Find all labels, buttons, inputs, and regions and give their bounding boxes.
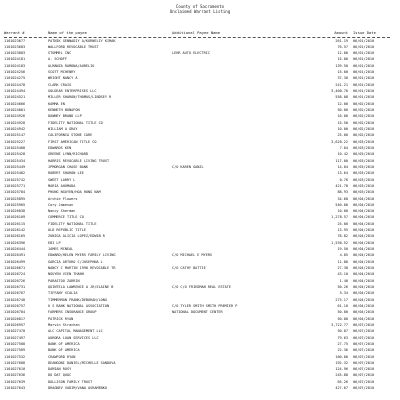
table-row bbox=[0, 133, 400, 138]
warrant-number: 1101025895 bbox=[4, 196, 26, 201]
table-row bbox=[0, 348, 400, 353]
table-row bbox=[0, 165, 400, 170]
table-row bbox=[0, 114, 400, 119]
warrant-number: 1101027639 bbox=[4, 379, 26, 384]
issue-date: 06/04/2010 bbox=[353, 259, 375, 264]
issue-date: 06/03/2010 bbox=[353, 190, 375, 195]
additional-payee-name: C/O MICHAEL E MYERS bbox=[172, 253, 213, 258]
issue-date: 06/07/2010 bbox=[353, 322, 375, 327]
warrant-amount: 261.19 bbox=[335, 38, 348, 43]
payee-name: DO DAT QUOC bbox=[48, 373, 72, 378]
warrant-amount: 25.00 bbox=[337, 221, 348, 226]
warrant-number: 1101024478 bbox=[4, 82, 26, 87]
issue-date: 06/07/2010 bbox=[353, 341, 375, 346]
additional-payee-name: NATIONAL DOCUMENT CENTER bbox=[172, 310, 223, 315]
table-row bbox=[0, 222, 400, 227]
warrant-number: 1101025147 bbox=[4, 133, 26, 138]
issue-date: 06/01/2010 bbox=[353, 57, 375, 62]
issue-date: 06/03/2010 bbox=[353, 158, 375, 163]
additional-payee-name: C/O CATHY BATTIE bbox=[172, 266, 206, 271]
payee-name: DOLLISON FAMILY TRUST bbox=[48, 379, 93, 384]
issue-date: 06/04/2010 bbox=[353, 228, 375, 233]
warrant-amount: 61.10 bbox=[337, 303, 348, 308]
table-row bbox=[0, 298, 400, 303]
payee-name: NANCY C MARTIN 1990 REVOCABLE TR bbox=[48, 266, 116, 271]
table-row bbox=[0, 190, 400, 195]
warrant-amount: 3,628.22 bbox=[331, 139, 348, 144]
payee-name: PATRICK RYAN bbox=[48, 316, 74, 321]
issue-date: 06/07/2010 bbox=[353, 360, 375, 365]
table-row bbox=[0, 95, 400, 100]
payee-name: SWEET LARRY L bbox=[48, 177, 76, 182]
warrant-amount: 11.80 bbox=[337, 259, 348, 264]
warrant-number: 1101026671 bbox=[4, 266, 26, 271]
issue-date: 06/04/2010 bbox=[353, 272, 375, 277]
payee-name: TIFFANY SCALIA bbox=[48, 291, 78, 296]
payee-name: Nancy Sherman bbox=[48, 209, 76, 214]
table-row bbox=[0, 342, 400, 347]
table-row bbox=[0, 386, 400, 391]
payee-name: STOMMEL INC bbox=[48, 51, 72, 56]
table-row bbox=[0, 64, 400, 69]
payee-name: TIMMERMAN FRANK/DEBORAH/LONG bbox=[48, 297, 108, 302]
warrant-number: 1101026396 bbox=[4, 240, 26, 245]
issue-date: 06/04/2010 bbox=[353, 240, 375, 245]
warrant-amount: 10.00 bbox=[337, 209, 348, 214]
warrant-amount: 5.34 bbox=[339, 291, 348, 296]
issue-date: 06/07/2010 bbox=[353, 354, 375, 359]
warrant-amount: 79.63 bbox=[337, 335, 348, 340]
issue-date: 06/04/2010 bbox=[353, 303, 375, 308]
payee-name: QUINTELA LAWRENCE A JR/ELAINE B bbox=[48, 284, 114, 289]
table-row bbox=[0, 57, 400, 62]
payee-name: JPMORGAN CHASE BANK bbox=[48, 164, 89, 169]
warrant-amount: 3,400.70 bbox=[331, 89, 348, 94]
warrant-number: 1101024494 bbox=[4, 89, 26, 94]
table-row bbox=[0, 272, 400, 277]
warrant-number: 1101024275 bbox=[4, 76, 26, 81]
column-header-amount: Amount bbox=[334, 30, 348, 35]
warrant-number: 1101026724 bbox=[4, 272, 26, 277]
payee-name: COMMERCE TITLE CO bbox=[48, 215, 84, 220]
payee-name: MILLER SHARON/THOMAS/LINDSEY R bbox=[48, 95, 112, 100]
payee-name: DOWNEY BRAND LLP bbox=[48, 114, 82, 119]
warrant-number: 1101026444 bbox=[4, 247, 26, 252]
issue-date: 06/01/2010 bbox=[353, 44, 375, 49]
payee-name: HARRIS REVOCABLE LIVING TRUST bbox=[48, 158, 110, 163]
payee-name: BANK OF AMERICA bbox=[48, 341, 80, 346]
warrant-amount: 22.36 bbox=[337, 348, 348, 353]
warrant-amount: 65.26 bbox=[337, 379, 348, 384]
warrant-number: 1101027636 bbox=[4, 373, 26, 378]
table-row bbox=[0, 304, 400, 309]
payee-name: DRAGNEV VADIM/VANA AVRAMENKO bbox=[48, 386, 108, 391]
issue-date: 06/07/2010 bbox=[353, 379, 375, 384]
table-row bbox=[0, 317, 400, 322]
warrant-number: 1101026767 bbox=[4, 291, 26, 296]
warrant-amount: 27.75 bbox=[337, 341, 348, 346]
table-row bbox=[0, 121, 400, 126]
warrant-amount: 3,722.77 bbox=[331, 322, 348, 327]
warrant-amount: 78.82 bbox=[337, 234, 348, 239]
payee-name: AURORA LOAN SERVICES LLC bbox=[48, 335, 99, 340]
payee-name: Archie Flowers bbox=[48, 196, 78, 201]
payee-name: U S BANK NATIONAL ASSOCIATION bbox=[48, 303, 110, 308]
warrant-number: 1101026784 bbox=[4, 310, 26, 315]
table-row bbox=[0, 215, 400, 220]
warrant-number: 1101024521 bbox=[4, 95, 26, 100]
warrant-number: 1101026817 bbox=[4, 316, 26, 321]
payee-name: JAMES MCNEAL bbox=[48, 247, 74, 252]
warrant-amount: 50.00 bbox=[337, 108, 348, 113]
table-row bbox=[0, 140, 400, 145]
table-row bbox=[0, 178, 400, 183]
warrant-number: 1101026109 bbox=[4, 215, 26, 220]
warrant-number: 1101026038 bbox=[4, 209, 26, 214]
table-row bbox=[0, 367, 400, 372]
warrant-number: 1101023683 bbox=[4, 44, 26, 49]
table-row bbox=[0, 234, 400, 239]
warrant-number: 1101026757 bbox=[4, 303, 26, 308]
payee-name: EDWARDS KEN bbox=[48, 145, 72, 150]
table-row bbox=[0, 184, 400, 189]
warrant-amount: 25.00 bbox=[337, 133, 348, 138]
issue-date: 06/01/2010 bbox=[353, 89, 375, 94]
warrant-number: 1101026142 bbox=[4, 228, 26, 233]
payee-name: ROBERT SHARON LEE bbox=[48, 171, 84, 176]
warrant-number: 1101024926 bbox=[4, 114, 26, 119]
payee-name: Cory Jameson bbox=[48, 202, 74, 207]
table-row bbox=[0, 209, 400, 214]
issue-date: 06/02/2010 bbox=[353, 120, 375, 125]
warrant-number: 1101026731 bbox=[4, 284, 26, 289]
table-row bbox=[0, 146, 400, 151]
warrant-amount: 50.00 bbox=[337, 316, 348, 321]
warrant-amount: 15.00 bbox=[337, 57, 348, 62]
payee-name: BANK OF AMERICA bbox=[48, 348, 80, 353]
warrant-number: 1101026957 bbox=[4, 322, 26, 327]
warrant-number: 1101025771 bbox=[4, 183, 26, 188]
table-row bbox=[0, 159, 400, 164]
warrant-number: 1101024666 bbox=[4, 101, 26, 106]
warrant-amount: 19.50 bbox=[337, 247, 348, 252]
warrant-amount: 12.00 bbox=[337, 51, 348, 56]
warrant-number: 1101027470 bbox=[4, 329, 26, 334]
payee-name: SCOTT MCHENRY bbox=[48, 70, 76, 75]
table-row bbox=[0, 241, 400, 246]
issue-date: 06/04/2010 bbox=[353, 209, 375, 214]
warrant-number: 1101025905 bbox=[4, 202, 26, 207]
table-row bbox=[0, 76, 400, 81]
table-row bbox=[0, 329, 400, 334]
payee-name: EBI LP bbox=[48, 240, 61, 245]
warrant-amount: 427.67 bbox=[335, 386, 348, 391]
payee-name: PHUNG NGUYEN/HOA HONG NAM bbox=[48, 190, 101, 195]
table-row bbox=[0, 260, 400, 265]
payee-name: OLD REPUBLIC TITLE bbox=[48, 228, 86, 233]
issue-date: 06/03/2010 bbox=[353, 164, 375, 169]
additional-payee-name: C/O KAREN GANZL bbox=[172, 164, 204, 169]
table-row bbox=[0, 266, 400, 271]
warrant-amount: 540.00 bbox=[335, 202, 348, 207]
warrant-amount: 16.00 bbox=[337, 114, 348, 119]
warrant-amount: 50.87 bbox=[337, 329, 348, 334]
table-row bbox=[0, 253, 400, 258]
warrant-amount: 117.00 bbox=[335, 158, 348, 163]
table-row bbox=[0, 203, 400, 208]
additional-payee-name: LEHR AUTO ELECTRIC bbox=[172, 51, 210, 56]
issue-date: 06/04/2010 bbox=[353, 234, 375, 239]
warrant-amount: 50.00 bbox=[337, 310, 348, 315]
warrant-number: 1101025449 bbox=[4, 164, 26, 169]
payee-name: MARIA AHUMADA bbox=[48, 183, 76, 188]
table-row bbox=[0, 336, 400, 341]
additional-payee-name: C/O C/O FRIEDMAN REAL ESTATE bbox=[172, 284, 232, 289]
warrant-number: 1101025784 bbox=[4, 190, 26, 195]
issue-date: 06/07/2010 bbox=[353, 373, 375, 378]
issue-date: 06/04/2010 bbox=[353, 221, 375, 226]
warrant-number: 1101027508 bbox=[4, 341, 26, 346]
warrant-number: 1101025742 bbox=[4, 177, 26, 182]
issue-date: 06/01/2010 bbox=[353, 38, 375, 43]
issue-date: 06/04/2010 bbox=[353, 278, 375, 283]
table-row bbox=[0, 89, 400, 94]
payee-name: PATNIK GENNADIY A/KORNELIY KIMAK bbox=[48, 38, 116, 43]
warrant-amount: 160.00 bbox=[335, 354, 348, 359]
issue-date: 06/03/2010 bbox=[353, 177, 375, 182]
table-row bbox=[0, 355, 400, 360]
table-row bbox=[0, 361, 400, 366]
warrant-amount: 27.38 bbox=[337, 266, 348, 271]
issue-date: 06/04/2010 bbox=[353, 215, 375, 220]
warrant-amount: 43.10 bbox=[337, 272, 348, 277]
issue-date: 06/01/2010 bbox=[353, 95, 375, 100]
issue-date: 06/03/2010 bbox=[353, 152, 375, 157]
issue-date: 06/02/2010 bbox=[353, 114, 375, 119]
issue-date: 06/02/2010 bbox=[353, 126, 375, 131]
column-header-issue-date: Issue Date bbox=[353, 30, 376, 35]
warrant-number: 1101025434 bbox=[4, 158, 26, 163]
table-row bbox=[0, 51, 400, 56]
table-row bbox=[0, 228, 400, 233]
warrant-amount: 12.00 bbox=[337, 101, 348, 106]
warrant-number: 1101027497 bbox=[4, 335, 26, 340]
issue-date: 06/07/2010 bbox=[353, 348, 375, 353]
payee-name: WRIGHT NANCY A bbox=[48, 76, 78, 81]
warrant-amount: 34.68 bbox=[337, 196, 348, 201]
issue-date: 06/04/2010 bbox=[353, 316, 375, 321]
payee-name: KENNETH BONAFON bbox=[48, 108, 80, 113]
warrant-number: 1101025482 bbox=[4, 171, 26, 176]
warrant-amount: 7.04 bbox=[339, 145, 348, 150]
payee-name: FIDELITY NATIONAL TITLE bbox=[48, 221, 97, 226]
payee-name: WILLIAM A GRAY bbox=[48, 126, 78, 131]
issue-date: 06/03/2010 bbox=[353, 171, 375, 176]
warrant-number: 1101023883 bbox=[4, 51, 26, 56]
table-row bbox=[0, 127, 400, 132]
warrant-number: 1101024256 bbox=[4, 70, 26, 75]
warrant-amount: 421.78 bbox=[335, 183, 348, 188]
table-row bbox=[0, 373, 400, 378]
issue-date: 06/04/2010 bbox=[353, 202, 375, 207]
warrant-number: 1101027532 bbox=[4, 354, 26, 359]
warrant-number: 1101027509 bbox=[4, 348, 26, 353]
warrant-number: 1101024928 bbox=[4, 120, 26, 125]
warrant-number: 1101026499 bbox=[4, 259, 26, 264]
warrant-amount: 245.88 bbox=[335, 373, 348, 378]
payee-name: FIRST AMERICAN TITLE CO bbox=[48, 139, 97, 144]
issue-date: 06/04/2010 bbox=[353, 266, 375, 271]
payee-name: GARCIA ARTURO C/JOSEPHNA L bbox=[48, 259, 103, 264]
warrant-amount: 13.95 bbox=[337, 228, 348, 233]
table-row bbox=[0, 291, 400, 296]
payee-name: GOLDEAR ENTERPRISES LLC bbox=[48, 89, 97, 94]
column-header-additional-payee: Additional Payee Name bbox=[172, 30, 221, 35]
payee-name: DAMIAN RUSY bbox=[48, 367, 72, 372]
table-row bbox=[0, 171, 400, 176]
warrant-number: 1101024181 bbox=[4, 57, 26, 62]
table-row bbox=[0, 152, 400, 157]
warrant-number: 1101025227 bbox=[4, 139, 26, 144]
issue-date: 06/01/2010 bbox=[353, 51, 375, 56]
column-header-payee: Name of the payee bbox=[48, 30, 87, 35]
table-row bbox=[0, 285, 400, 290]
warrant-amount: 558.08 bbox=[335, 95, 348, 100]
warrant-amount: 15.50 bbox=[337, 120, 348, 125]
issue-date: 06/01/2010 bbox=[353, 76, 375, 81]
issue-date: 06/03/2010 bbox=[353, 145, 375, 150]
warrant-amount: 4.85 bbox=[339, 253, 348, 258]
table-row bbox=[0, 102, 400, 107]
issue-date: 06/04/2010 bbox=[353, 284, 375, 289]
payee-name: KAMMA EN bbox=[48, 101, 65, 106]
payee-name: PARASTOO ZARRIN bbox=[48, 278, 80, 283]
warrant-number: 1101026748 bbox=[4, 297, 26, 302]
warrant-number: 1101024801 bbox=[4, 108, 26, 113]
payee-name: WALLFORD REVOCABLE TRUST bbox=[48, 44, 99, 49]
payee-name: A. SCHOFF bbox=[48, 57, 67, 62]
warrant-amount: 241.21 bbox=[335, 82, 348, 87]
payee-name: FIDELITY NATIONAL TITLE CO bbox=[48, 120, 103, 125]
payee-name: FARMERS INSURANCE GROUP bbox=[48, 310, 97, 315]
warrant-amount: 1.40 bbox=[339, 278, 348, 283]
issue-date: 06/04/2010 bbox=[353, 291, 375, 296]
warrant-number: 1101027643 bbox=[4, 386, 26, 391]
warrant-number: 1101027608 bbox=[4, 360, 26, 365]
table-row bbox=[0, 197, 400, 202]
table-row bbox=[0, 380, 400, 385]
warrant-amount: 273.17 bbox=[335, 297, 348, 302]
issue-date: 06/04/2010 bbox=[353, 297, 375, 302]
warrant-amount: 0.76 bbox=[339, 177, 348, 182]
table-row bbox=[0, 247, 400, 252]
column-header-warrant: Warrant # bbox=[4, 30, 25, 35]
warrant-amount: 14.04 bbox=[337, 164, 348, 169]
issue-date: 06/07/2010 bbox=[353, 386, 375, 391]
issue-date: 06/04/2010 bbox=[353, 310, 375, 315]
issue-date: 06/07/2010 bbox=[353, 329, 375, 334]
warrant-amount: 1,278.57 bbox=[331, 215, 348, 220]
issue-date: 06/01/2010 bbox=[353, 70, 375, 75]
payee-name: ZUNIGA ALICIA LOPEZ/EDWIN R bbox=[48, 234, 105, 239]
warrant-amount: 1,536.52 bbox=[331, 240, 348, 245]
warrant-amount: 88.93 bbox=[337, 190, 348, 195]
issue-date: 06/01/2010 bbox=[353, 82, 375, 87]
payee-name: Marvin Strachan bbox=[48, 322, 80, 327]
payee-name: NGUYEN VIEN THANH bbox=[48, 272, 84, 277]
payee-name: ALMANZA RAMONA/AURELIO bbox=[48, 63, 95, 68]
warrant-amount: 13.64 bbox=[337, 171, 348, 176]
warrant-number: 1101023677 bbox=[4, 38, 26, 43]
warrant-amount: 76.57 bbox=[337, 44, 348, 49]
warrant-amount: 50.26 bbox=[337, 284, 348, 289]
table-row bbox=[0, 39, 400, 44]
table-row bbox=[0, 45, 400, 50]
issue-date: 06/07/2010 bbox=[353, 335, 375, 340]
additional-payee-name: C/O TYLER SMITH SMITH PREMIER P bbox=[172, 303, 238, 308]
payee-name: CRAWFORD RYAN bbox=[48, 354, 76, 359]
issue-date: 06/03/2010 bbox=[353, 139, 375, 144]
payee-name: CALIFORNIA STONE CARE bbox=[48, 133, 93, 138]
warrant-amount: 124.96 bbox=[335, 367, 348, 372]
table-row bbox=[0, 310, 400, 315]
issue-date: 06/02/2010 bbox=[353, 101, 375, 106]
payee-name: ALC CAPITAL MANAGEMENT LLC bbox=[48, 329, 103, 334]
warrant-number: 1101026165 bbox=[4, 234, 26, 239]
warrant-amount: 192.32 bbox=[335, 360, 348, 365]
payee-name: DEANGONI DANIEL/MICHELLE SANDOVA bbox=[48, 360, 116, 365]
table-row bbox=[0, 83, 400, 88]
warrant-number: 1101026491 bbox=[4, 253, 26, 258]
warrant-amount: 15.00 bbox=[337, 70, 348, 75]
warrant-amount: 10.42 bbox=[337, 152, 348, 157]
warrant-number: 1101026726 bbox=[4, 278, 26, 283]
issue-date: 06/07/2010 bbox=[353, 367, 375, 372]
table-row bbox=[0, 279, 400, 284]
warrant-amount: 10.00 bbox=[337, 126, 348, 131]
report-subtitle: Unclaimed Warrant Listing bbox=[169, 9, 231, 14]
payee-name: CLARK CRAIG bbox=[48, 82, 72, 87]
issue-date: 06/04/2010 bbox=[353, 253, 375, 258]
issue-date: 06/03/2010 bbox=[353, 183, 375, 188]
report-title: County of Sacramento bbox=[175, 4, 225, 9]
warrant-amount: 139.50 bbox=[335, 63, 348, 68]
header-divider bbox=[4, 37, 390, 38]
warrant-amount: 37.30 bbox=[337, 76, 348, 81]
warrant-number: 1101024942 bbox=[4, 126, 26, 131]
warrant-number: 1101025408 bbox=[4, 145, 26, 150]
payee-name: EDWARD/HELEN MYERS FAMILY LIVING bbox=[48, 253, 116, 258]
payee-name: GREENE LYNN/RICHARD bbox=[48, 152, 89, 157]
warrant-number: 1101027610 bbox=[4, 367, 26, 372]
issue-date: 06/04/2010 bbox=[353, 196, 375, 201]
issue-date: 06/01/2010 bbox=[353, 63, 375, 68]
table-row bbox=[0, 323, 400, 328]
warrant-number: 1101026115 bbox=[4, 221, 26, 226]
table-row bbox=[0, 70, 400, 75]
issue-date: 06/04/2010 bbox=[353, 247, 375, 252]
issue-date: 06/02/2010 bbox=[353, 133, 375, 138]
warrant-number: 1101024183 bbox=[4, 63, 26, 68]
warrant-number: 1101025428 bbox=[4, 152, 26, 157]
table-row bbox=[0, 108, 400, 113]
issue-date: 06/02/2010 bbox=[353, 108, 375, 113]
